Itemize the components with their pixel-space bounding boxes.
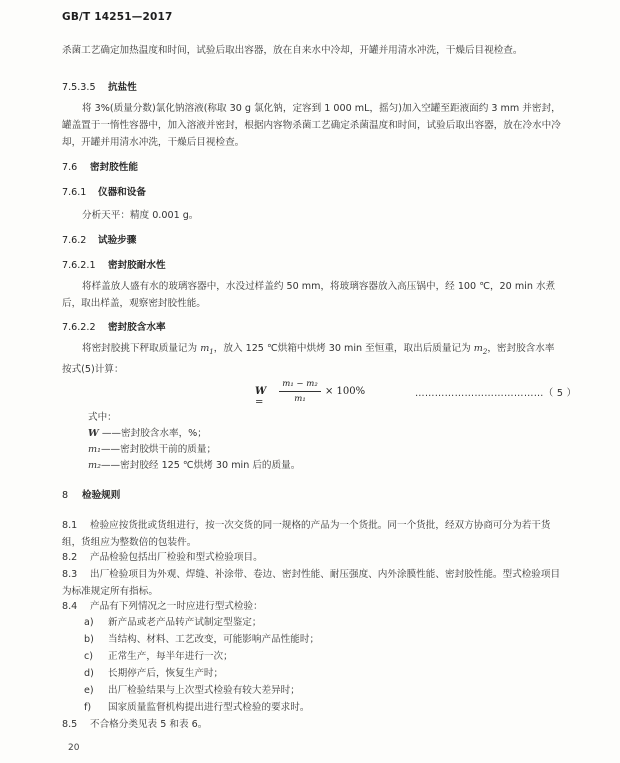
variable-m1: $m_1$ (200, 343, 214, 356)
paragraph-8-3: 8.3 出厂检验项目为外观、焊缝、补涂带、卷边、密封性能、耐压强度、内外涂膜性能、密封胶性能。型式检验项目为标准规定所有指标。 (62, 569, 561, 597)
paragraph-7-6-2-2 (62, 340, 562, 378)
variable-m2: $m_2$ (473, 343, 488, 356)
heading-title: 仪器和设备 (98, 187, 146, 198)
heading-7-6-2-2 (62, 320, 166, 336)
paragraph-8-4: 8.4 产品有下列情况之一时应进行型式检验： (62, 601, 263, 612)
text-run: ，放入 125 ℃烘箱中烘烤 30 min 至恒重，取出后质量记为 (213, 343, 474, 354)
definition-m2: m₂——密封胶经 125 ℃烘烤 30 min 后的质量。 (88, 460, 301, 471)
heading-number: 7.6 (62, 162, 78, 173)
where-label: 式中： (88, 412, 117, 423)
equation-number: …………………………………（ 5 ） (415, 388, 577, 399)
fraction-bar (279, 391, 321, 392)
list-item-a: a) 新产品或老产品转产试制定型鉴定； (84, 617, 262, 628)
formula-numerator: m₁ − m₂ (282, 379, 318, 389)
definition-m1: m₁——密封胶烘干前的质量； (88, 444, 217, 455)
heading-7-6 (62, 160, 138, 176)
heading-title: 试验步骤 (98, 235, 137, 246)
paragraph-7-6-1: 分析天平：精度 0.001 g。 (82, 210, 199, 221)
paragraph-8-1: 8.1 检验应按货批或货组进行，按一次交货的同一规格的产品为一个货批。同一个货批，经双方协商可分为若干货组，货组应为整数倍的包装件。 (62, 520, 551, 548)
text-run: 将密封胶挑下秤取质量记为 (82, 343, 201, 354)
text-run: ，密封胶含水率按式(5)计算： (62, 343, 555, 375)
heading-7-5-3-5 (62, 80, 137, 96)
heading-number: 7.6.1 (62, 187, 87, 198)
heading-title: 密封胶耐水性 (108, 260, 166, 271)
heading-7-6-2 (62, 233, 136, 249)
heading-title: 密封胶性能 (90, 162, 138, 173)
heading-number: 7.6.2 (62, 235, 87, 246)
list-item-d: d) 长期停产后，恢复生产时； (84, 668, 224, 679)
formula-denominator: m₁ (294, 394, 306, 404)
list-item-b: b) 当结构、材料、工艺改变，可能影响产品性能时； (84, 634, 320, 645)
heading-number: 7.6.2.2 (62, 322, 96, 333)
definition-w: W ——密封胶含水率，%； (88, 428, 207, 439)
paragraph-top: 杀菌工艺确定加热温度和时间，试验后取出容器，放在自来水中冷却，开罐并用清水冲洗，干燥后目视检查。 (62, 45, 523, 56)
heading-title: 密封胶含水率 (108, 322, 166, 333)
standard-header: GB/T 14251—2017 (62, 11, 173, 23)
list-item-c: c) 正常生产，每半年进行一次； (84, 651, 233, 662)
paragraph-7-6-2-1: 将样盖放人盛有水的玻璃容器中，水没过样盖约 50 mm，将玻璃容器放入高压锅中，经 100 ℃，20 min 水煮后，取出样盖，观察密封胶性能。 (62, 281, 556, 309)
formula-fraction (279, 378, 321, 405)
paragraph-8-5: 8.5 不合格分类见表 5 和表 6。 (62, 719, 208, 730)
heading-title: 检验规则 (82, 490, 121, 501)
paragraph-8-2: 8.2 产品检验包括出厂检验和型式检验项目。 (62, 552, 263, 563)
heading-number: 8 (62, 490, 69, 501)
formula-lhs: W = (255, 386, 267, 408)
heading-7-6-1 (62, 185, 146, 201)
paragraph-7-5-3-5: 将 3%(质量分数)氯化钠溶液(称取 30 g 氯化钠，定容到 1 000 mL，摇匀)加入空罐至距液面约 3 mm 并密封，罐盖置于一惰性容器中，加入溶液并密封，根据内容物杀菌工艺确定杀菌温度和时间，试验后取出容器，放在冷水中冷却，开罐并用清水冲洗，干燥后目视检查。 (62, 103, 561, 148)
heading-number: 7.5.3.5 (62, 82, 96, 93)
list-item-f: f) 国家质量监督机构提出进行型式检验的要求时。 (84, 702, 310, 713)
formula-multiplier: × 100% (325, 386, 366, 397)
list-item-e: e) 出厂检验结果与上次型式检验有较大差异时； (84, 685, 300, 696)
heading-title: 抗盐性 (108, 82, 137, 93)
heading-7-6-2-1 (62, 258, 166, 274)
heading-number: 7.6.2.1 (62, 260, 96, 271)
page-number: 20 (68, 743, 80, 753)
heading-8 (62, 488, 120, 504)
